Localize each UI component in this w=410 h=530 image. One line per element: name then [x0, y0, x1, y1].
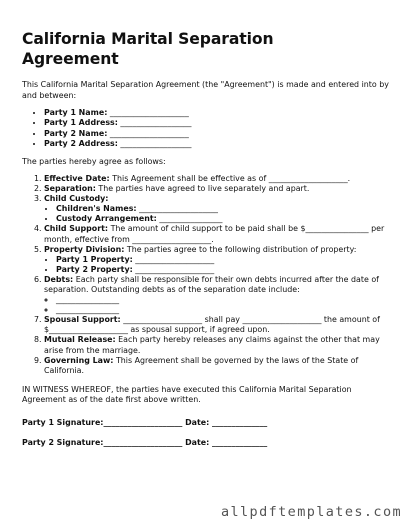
terms-list — [22, 174, 394, 376]
signature-blank: ____________________ — [103, 438, 183, 448]
date-label: Date: — [185, 418, 210, 428]
term-text: This Agreement shall be effective as of ____________________. — [112, 173, 351, 183]
signature-line-party1 — [22, 418, 394, 428]
party2-property-blank: ____________________ — [135, 264, 215, 274]
list-item — [56, 255, 394, 265]
list-item — [44, 129, 394, 139]
party2-name-blank: ____________________ — [109, 128, 189, 138]
list-item — [44, 108, 394, 118]
property-sublist — [44, 255, 394, 275]
term-text: The parties have agreed to live separately and apart. — [98, 184, 310, 194]
party2-property-label: Party 2 Property: — [56, 264, 133, 274]
title-line-2: Agreement — [22, 49, 119, 68]
term-label: Debts: — [44, 274, 74, 284]
term-label: Child Custody: — [44, 194, 109, 204]
signature-label: Party 1 Signature: — [22, 418, 104, 428]
term-label: Effective Date: — [44, 173, 110, 183]
term-child-custody — [44, 194, 394, 224]
custody-arrangement-label: Custody Arrangement: — [56, 214, 157, 224]
term-text: The amount of child support to be paid shall be $________________ per month, effective from ____________________. — [44, 224, 385, 244]
party1-property-blank: ____________________ — [135, 254, 215, 264]
term-mutual-release — [44, 335, 394, 355]
term-text: This Agreement shall be governed by the laws of the State of California. — [44, 355, 359, 375]
term-text: ____________________ shall pay ____________________ the amount of $____________________ as spousal support, if agreed upon. — [44, 315, 380, 335]
term-text: Each party hereby releases any claims against the other that may arise from the marriage. — [44, 335, 380, 355]
party2-name-label: Party 2 Name: — [44, 128, 108, 138]
list-item — [44, 118, 394, 128]
list-item: ◦ ________________ — [56, 295, 394, 305]
party1-name-blank: ____________________ — [109, 108, 189, 118]
term-label: Property Division: — [44, 244, 125, 254]
party2-address-label: Party 2 Address: — [44, 139, 118, 149]
term-spousal-support — [44, 315, 394, 335]
party1-address-label: Party 1 Address: — [44, 118, 118, 128]
term-effective-date — [44, 174, 394, 184]
children-names-blank: ____________________ — [139, 204, 218, 214]
debts-sublist — [44, 295, 394, 315]
date-blank: ______________ — [212, 438, 268, 448]
children-names-label: Children's Names: — [56, 204, 137, 214]
term-child-support — [44, 224, 394, 244]
party1-name-label: Party 1 Name: — [44, 108, 108, 118]
list-item: ◦ ________________ — [56, 305, 394, 315]
watermark: allpdftemplates.com — [220, 504, 402, 520]
list-item — [56, 265, 394, 275]
term-governing-law — [44, 356, 394, 376]
document-page — [22, 30, 394, 458]
custody-sublist — [44, 204, 394, 224]
list-item — [56, 204, 394, 214]
list-item — [44, 139, 394, 149]
signature-label: Party 2 Signature: — [22, 438, 104, 448]
list-item — [56, 214, 394, 224]
party1-address-blank: __________________ — [120, 118, 192, 128]
date-label: Date: — [185, 438, 210, 448]
term-label: Spousal Support: — [44, 315, 121, 325]
agree-paragraph: The parties hereby agree as follows: — [22, 157, 166, 167]
signature-line-party2 — [22, 438, 394, 448]
document-title — [22, 30, 394, 69]
term-separation — [44, 184, 394, 194]
party2-address-blank: __________________ — [120, 139, 192, 149]
term-label: Separation: — [44, 184, 96, 194]
term-label: Child Support: — [44, 224, 109, 234]
custody-arrangement-blank: ________________ — [159, 214, 223, 224]
term-label: Governing Law: — [44, 355, 114, 365]
intro-paragraph: This California Marital Separation Agreement (the "Agreement") is made and entered into by and between: — [22, 80, 389, 100]
signature-blank: ____________________ — [103, 418, 183, 428]
term-debts — [44, 275, 394, 315]
witness-paragraph: IN WITNESS WHEREOF, the parties have executed this California Marital Separation Agreement as of the date first above written. — [22, 384, 352, 405]
term-text: The parties agree to the following distribution of property: — [126, 244, 357, 254]
party1-property-label: Party 1 Property: — [56, 254, 133, 264]
parties-list — [22, 108, 394, 149]
term-label: Mutual Release: — [44, 335, 116, 345]
title-line-1: California Marital Separation — [22, 30, 274, 48]
term-property-division — [44, 245, 394, 275]
date-blank: ______________ — [212, 418, 268, 428]
term-text: Each party shall be responsible for their own debts incurred after the date of separation. Outstanding debts as of the separation date include: — [44, 274, 379, 294]
